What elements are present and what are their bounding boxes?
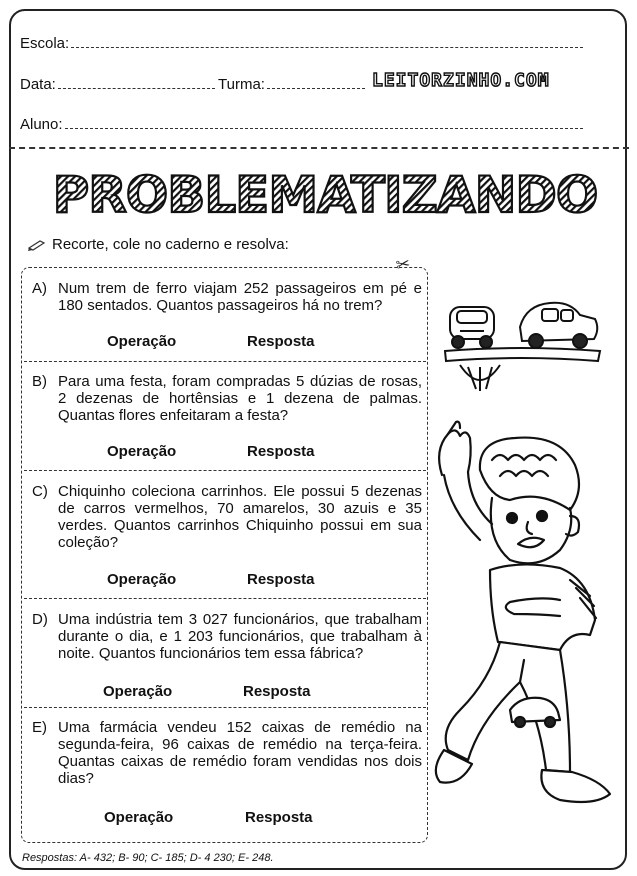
school-label: Escola: [20,35,70,52]
answer-key: Respostas: A- 432; B- 90; C- 185; D- 4 230; E- 248. [22,852,274,864]
title-banner [52,157,598,227]
operation-label: Operação [104,809,174,826]
class-line [267,88,365,89]
class-field[interactable] [218,76,365,93]
toy-cars-illustration [440,285,605,395]
answer-label: Resposta [245,809,313,826]
school-field[interactable] [20,35,583,52]
date-line [58,88,215,89]
class-label: Turma: [218,76,265,93]
site-logo: LEITORZINHO.COM [372,70,550,91]
student-line [65,128,583,129]
student-label: Aluno: [20,116,63,133]
problem-text: Uma indústria tem 3 027 funcionários, que trabalham durante o dia, e 1 203 funcionários, que trabalham à noite. Quantos funcionários tem essa fábrica? [58,611,422,662]
problem-divider [24,598,426,599]
scissors-icon: ✂ [394,253,412,276]
problem-letter: D) [32,611,48,628]
instruction [28,236,289,253]
header-divider [9,147,629,149]
problem-letter: C) [32,483,48,500]
answer-label: Resposta [247,443,315,460]
answer-label: Resposta [243,683,311,700]
student-field[interactable] [20,116,583,133]
problem-letter: A) [32,280,47,297]
pencil-icon [28,239,46,251]
operation-label: Operação [107,443,177,460]
problem-text: Chiquinho coleciona carrinhos. Ele possui 5 dezenas de carros vermelhos, 70 amarelos, 30 azuis e 35 verdes. Quantos carrinhos Chiquinho possui em sua coleção? [58,483,422,551]
problem-divider [24,470,426,471]
boy-illustration [420,420,620,835]
problem-divider [24,707,426,708]
problem-letter: B) [32,373,47,390]
date-field[interactable] [20,76,215,93]
problem-text: Uma farmácia vendeu 152 caixas de remédio na segunda-feira, 96 caixas de remédio na terça-feira. Quantas caixas de remédio foram vendidas nos dois dias? [58,719,422,787]
operation-label: Operação [103,683,173,700]
operation-label: Operação [107,571,177,588]
answer-label: Resposta [247,571,315,588]
problem-b [32,373,422,424]
instruction-text: Recorte, cole no caderno e resolva: [52,236,289,253]
problem-c [32,483,422,551]
date-label: Data: [20,76,56,93]
school-line [71,47,583,48]
problem-text: Num trem de ferro viajam 252 passageiros em pé e 180 sentados. Quantos passageiros há no trem? [58,280,422,314]
title-text: PROBLEMATIZANDO [52,166,598,224]
problem-letter: E) [32,719,47,736]
answer-label: Resposta [247,333,315,350]
problem-divider [24,361,426,362]
problem-a [32,280,422,314]
problem-e [32,719,422,787]
problem-d [32,611,422,662]
problem-text: Para uma festa, foram compradas 5 dúzias de rosas, 2 dezenas de hortênsias e 1 dezena de palmas. Quantas flores enfeitaram a festa? [58,373,422,424]
operation-label: Operação [107,333,177,350]
